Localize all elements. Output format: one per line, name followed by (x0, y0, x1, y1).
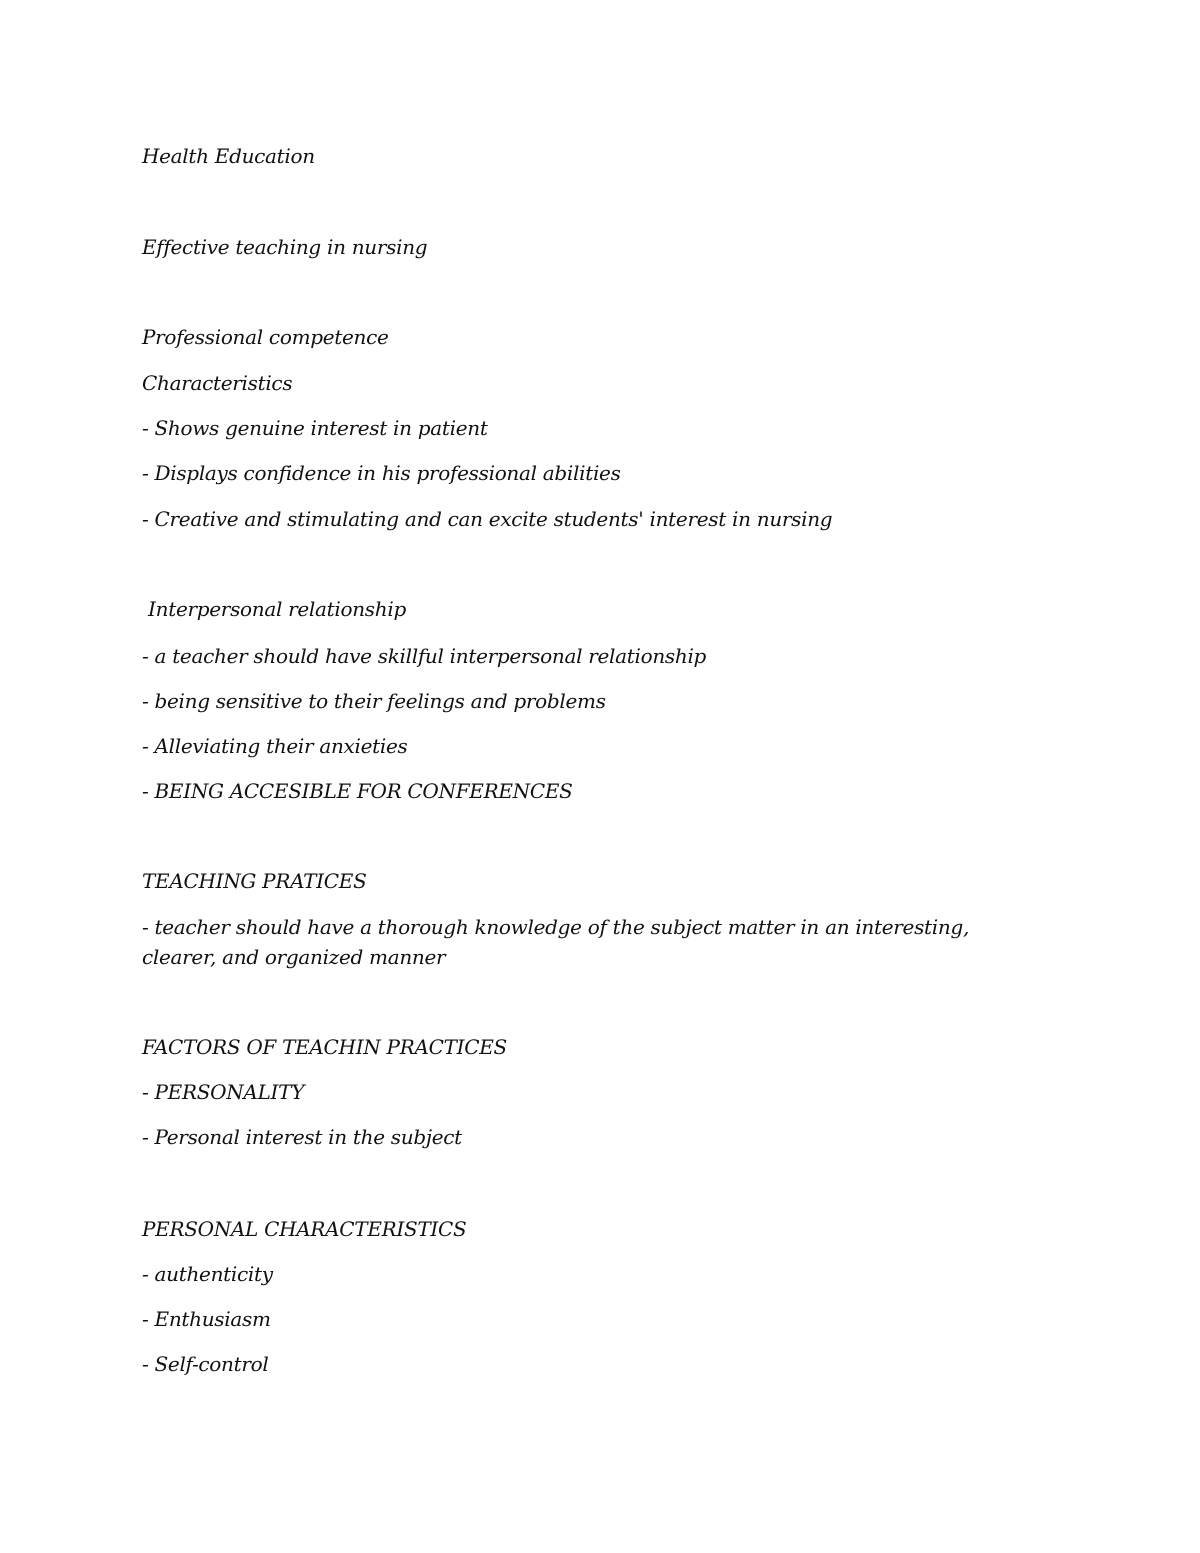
list-item: - Creative and stimulating and can excite students' interest in nursing (142, 507, 833, 531)
list-item: - Displays confidence in his professional abilities (142, 461, 621, 485)
list-item: - Personal interest in the subject (142, 1125, 462, 1149)
list-item: - Self-control (142, 1352, 269, 1376)
section-heading-teaching-pratices: TEACHING PRATICES (142, 869, 367, 893)
list-item: - being sensitive to their feelings and problems (142, 689, 606, 713)
document-subtitle: Effective teaching in nursing (142, 235, 428, 259)
list-item: - a teacher should have skillful interpersonal relationship (142, 644, 707, 668)
section-heading-professional-competence: Professional competence (142, 325, 389, 349)
section-heading-factors: FACTORS OF TEACHIN PRACTICES (142, 1035, 507, 1059)
list-item: - Shows genuine interest in patient (142, 416, 488, 440)
document-title: Health Education (142, 144, 315, 168)
list-item: - Enthusiasm (142, 1307, 271, 1331)
section-heading-interpersonal-relationship: Interpersonal relationship (142, 597, 406, 621)
list-item: - PERSONALITY (142, 1080, 305, 1104)
list-item: - BEING ACCESIBLE FOR CONFERENCES (142, 779, 573, 803)
section-heading-personal-characteristics: PERSONAL CHARACTERISTICS (142, 1217, 467, 1241)
list-item: - Alleviating their anxieties (142, 734, 408, 758)
list-item: - teacher should have a thorough knowledge of the subject matter in an interesting, clearer, and organized manner (142, 915, 970, 969)
list-item: - authenticity (142, 1262, 273, 1286)
section-subheading-characteristics: Characteristics (142, 371, 293, 395)
